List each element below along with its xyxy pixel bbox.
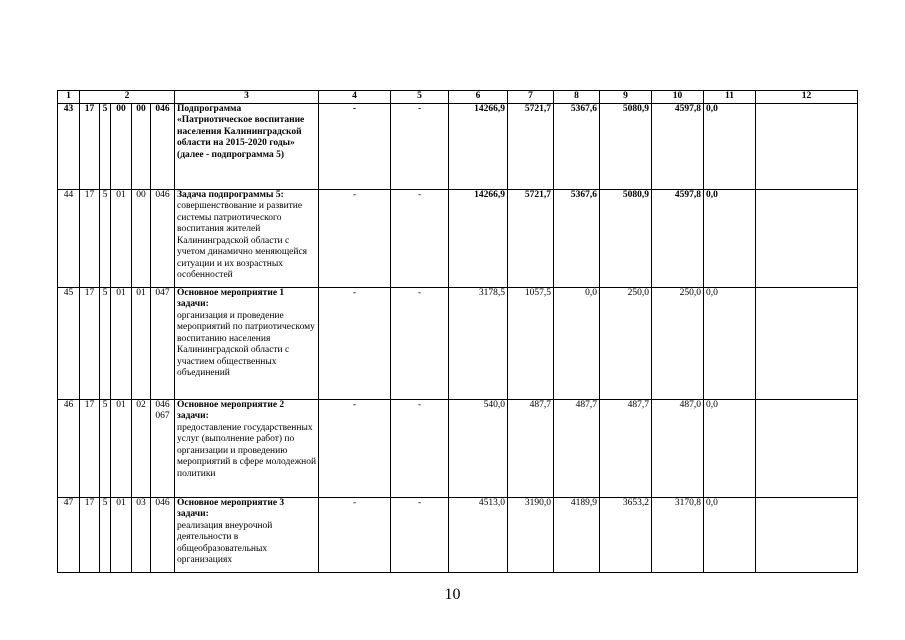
col5-cell: -: [391, 399, 449, 497]
code-cell: 01: [111, 189, 132, 287]
table-row: [58, 287, 858, 399]
description-title: Основное мероприятие 3 задачи:: [177, 497, 285, 519]
value-cell: 250,0: [600, 287, 652, 399]
code-cell: 5: [100, 103, 111, 189]
row-number: 44: [58, 189, 80, 287]
header-cell: 8: [554, 91, 600, 104]
code-cell: 00: [132, 103, 151, 189]
value-cell: 5367,6: [554, 189, 600, 287]
description-title: Задача подпрограммы 5:: [177, 189, 284, 200]
description-cell: [175, 399, 319, 497]
value-cell: [756, 103, 858, 189]
value-cell: [756, 399, 858, 497]
header-cell: 3: [175, 91, 319, 104]
col5-cell: -: [391, 287, 449, 399]
code-cell: 03: [132, 497, 151, 572]
table-row: [58, 497, 858, 572]
code-cell: 01: [132, 287, 151, 399]
description-cell: [175, 287, 319, 399]
value-cell: 487,7: [508, 399, 554, 497]
budget-table: [57, 90, 858, 573]
description-text: реализация внеурочной деятельности в общеобразовательных организациях: [177, 520, 273, 565]
header-cell: 4: [319, 91, 391, 104]
value-cell: 487,7: [554, 399, 600, 497]
value-cell: 3170,8: [652, 497, 704, 572]
value-cell: 487,0: [652, 399, 704, 497]
code-cell: 046: [151, 103, 175, 189]
code-value: 067: [155, 411, 170, 421]
value-cell: [756, 287, 858, 399]
value-cell: 250,0: [652, 287, 704, 399]
header-cell: 11: [704, 91, 756, 104]
code-cell: [151, 399, 175, 497]
description-title: Основное мероприятие 1 задачи:: [177, 287, 285, 309]
header-cell: 7: [508, 91, 554, 104]
header-cell: 12: [756, 91, 858, 104]
col5-cell: -: [391, 189, 449, 287]
col4-cell: -: [319, 497, 391, 572]
code-cell: 5: [100, 497, 111, 572]
value-cell: 5721,7: [508, 103, 554, 189]
value-cell: 5367,6: [554, 103, 600, 189]
code-cell: 5: [100, 399, 111, 497]
header-cell: 6: [449, 91, 508, 104]
header-cell: 1: [58, 91, 80, 104]
col4-cell: -: [319, 103, 391, 189]
header-cell: 2: [80, 91, 175, 104]
code-cell: 00: [132, 189, 151, 287]
value-cell: 0,0: [554, 287, 600, 399]
col5-cell: -: [391, 103, 449, 189]
col4-cell: -: [319, 399, 391, 497]
row-number: 46: [58, 399, 80, 497]
value-cell: 0,0: [704, 399, 756, 497]
value-cell: 0,0: [704, 189, 756, 287]
description-cell: [175, 189, 319, 287]
value-cell: 3178,5: [449, 287, 508, 399]
code-cell: 17: [80, 497, 100, 572]
code-cell: 17: [80, 189, 100, 287]
code-cell: 17: [80, 103, 100, 189]
description-cell: Подпрограмма «Патриотическое воспитание населения Калининградской области на 2015-2020 годы» (далее - подпрограмма 5): [175, 103, 319, 189]
value-cell: 0,0: [704, 497, 756, 572]
table-row: [58, 399, 858, 497]
code-cell: 01: [111, 287, 132, 399]
code-cell: 00: [111, 103, 132, 189]
value-cell: 4597,8: [652, 103, 704, 189]
code-cell: 046: [151, 189, 175, 287]
table-header-row: [58, 91, 858, 104]
row-number: 43: [58, 103, 80, 189]
code-cell: 046: [151, 497, 175, 572]
value-cell: 3190,0: [508, 497, 554, 572]
value-cell: 0,0: [704, 287, 756, 399]
value-cell: 0,0: [704, 103, 756, 189]
value-cell: 4597,8: [652, 189, 704, 287]
code-cell: 01: [111, 399, 132, 497]
col4-cell: -: [319, 189, 391, 287]
description-text: предоставление государственных услуг (выполнение работ) по организации и проведению мероприятий в сфере молодежной политики: [177, 422, 317, 479]
description-text: организация и проведение мероприятий по патриотическому воспитанию населения Калининградской области с участием общественных объединений: [177, 310, 315, 378]
row-number: 47: [58, 497, 80, 572]
code-cell: 17: [80, 287, 100, 399]
value-cell: 487,7: [600, 399, 652, 497]
description-title: Основное мероприятие 2 задачи:: [177, 399, 285, 421]
value-cell: [756, 497, 858, 572]
value-cell: 14266,9: [449, 189, 508, 287]
code-cell: 047: [151, 287, 175, 399]
value-cell: 4513,0: [449, 497, 508, 572]
value-cell: 5080,9: [600, 103, 652, 189]
value-cell: 5080,9: [600, 189, 652, 287]
description-cell: [175, 497, 319, 572]
value-cell: 5721,7: [508, 189, 554, 287]
header-cell: 9: [600, 91, 652, 104]
code-cell: 5: [100, 189, 111, 287]
code-cell: 02: [132, 399, 151, 497]
value-cell: 14266,9: [449, 103, 508, 189]
value-cell: 3653,2: [600, 497, 652, 572]
header-cell: 10: [652, 91, 704, 104]
value-cell: [756, 189, 858, 287]
table-row: [58, 189, 858, 287]
description-text: совершенствование и развитие системы патриотического воспитания жителей Калининградской области с учетом динамично меняющейся ситуации и их возрастных особенностей: [177, 201, 308, 280]
header-cell: 5: [391, 91, 449, 104]
code-cell: 17: [80, 399, 100, 497]
value-cell: 4189,9: [554, 497, 600, 572]
row-number: 45: [58, 287, 80, 399]
col5-cell: -: [391, 497, 449, 572]
code-cell: 01: [111, 497, 132, 572]
col4-cell: -: [319, 287, 391, 399]
code-cell: 5: [100, 287, 111, 399]
value-cell: 1057,5: [508, 287, 554, 399]
code-value: 046: [155, 399, 170, 410]
table-row: [58, 103, 858, 189]
page-number: 10: [444, 586, 461, 603]
value-cell: 540,0: [449, 399, 508, 497]
